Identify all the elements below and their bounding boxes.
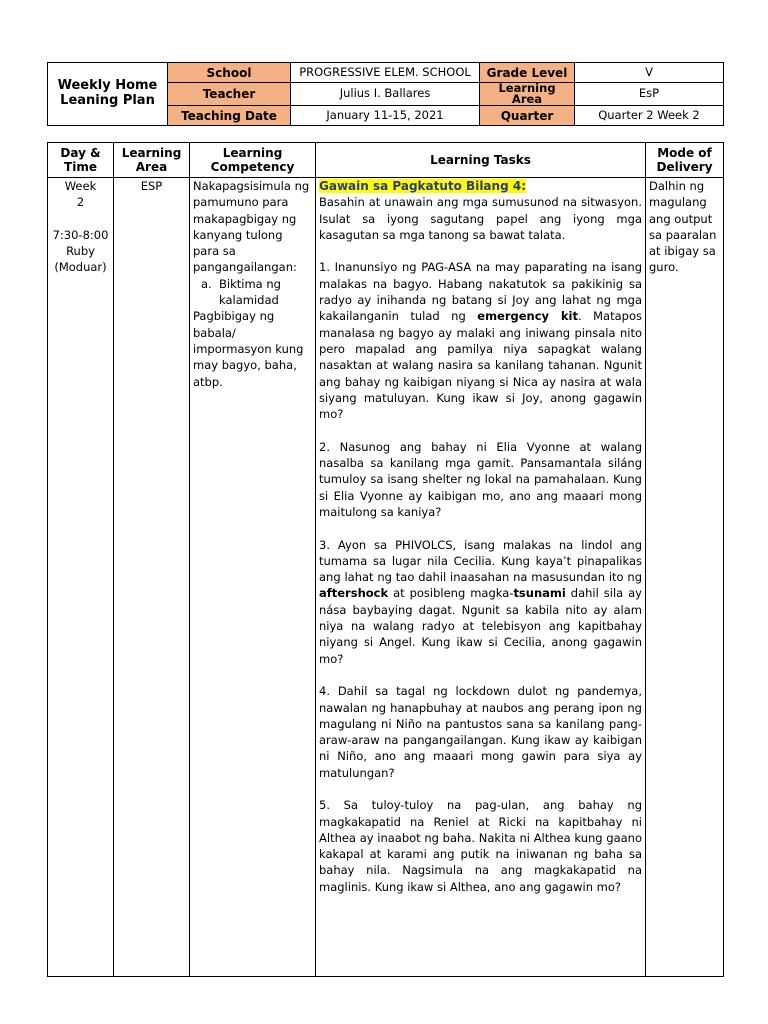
learning-area-label: Learning Area: [480, 83, 575, 106]
day-time: 7:30-8:00: [52, 227, 109, 242]
competency-subitem: [193, 276, 312, 309]
teacher-label: Teacher: [168, 83, 291, 106]
mode-text: Dalhin ng magulang ang output sa paaralan at ibigay sa guro.: [649, 179, 717, 275]
table-row: [48, 178, 724, 977]
day-modality: (Moduar): [54, 260, 107, 275]
task-intro: Basahin at unawain ang mga sumusunod na sitwasyon. Isulat sa iyong sagutang papel ang iyong mga kasagutan sa mga tanong sa bawat talata.: [319, 195, 642, 242]
teaching-date-value: January 11-15, 2021: [291, 106, 480, 126]
col-header-learning-area: Learning Area: [114, 143, 190, 178]
col-header-tasks: Learning Tasks: [316, 143, 646, 178]
task-item-3: 3. Ayon sa PHIVOLCS, isang malakas na lindol ang tumama sa lugar nila Cecilia. Kung kaya’t pinapalikas ang lahat ng tao dahil inaasahan na masusundan ito ng aftershock at posibleng magka-tsunami dahil sila ay nása baybaying dagat. Ngunit sa kabila nito ay alam niya na walang radyo at telebisyon ang kapitbahay niyang si Angel. Kung ikaw si Cecilia, anong gagawin mo?: [319, 537, 642, 666]
day-section: Ruby: [66, 244, 95, 259]
competency-cell: [190, 178, 316, 977]
competency-rest: Pagbibigay ng babala/ impormasyon kung may bagyo, baha, atbp.: [193, 309, 304, 389]
school-value: PROGRESSIVE ELEM. SCHOOL: [291, 63, 480, 83]
table-header-row: [48, 143, 724, 178]
mode-of-delivery-cell: [646, 178, 724, 977]
day-time-cell: [48, 178, 114, 977]
day-week: Week: [64, 179, 97, 193]
header-table: [47, 62, 724, 126]
col-header-mode: Mode of Delivery: [646, 143, 724, 178]
competency-subitem-text: Biktima ng kalamidad: [219, 276, 281, 308]
plan-title: Weekly Home Leaning Plan: [48, 63, 168, 126]
plan-table: [47, 142, 724, 977]
teacher-value: Julius I. Ballares: [291, 83, 480, 106]
task-heading: Gawain sa Pagkatuto Bilang 4:: [319, 179, 526, 193]
learning-area-cell: ESP: [114, 178, 190, 977]
task-item-4: 4. Dahil sa tagal ng lockdown dulot ng pandemya, nawalan ng hanapbuhay at naubos ang perang ipon ng magulang ni Niño na pantustos sana sa kanilang pang-araw-araw na pangangailangan. Kung ikaw ay kaibigan ni Niño, ano ang maaari mong gawin para siya ay matulungan?: [319, 684, 642, 780]
school-label: School: [168, 63, 291, 83]
grade-level-value: V: [575, 63, 724, 83]
grade-level-label: Grade Level: [480, 63, 575, 83]
learning-area-value: EsP: [575, 83, 724, 106]
day-week-number: 2: [76, 195, 85, 210]
task-item-5: 5. Sa tuloy-tuloy na pag-ulan, ang bahay ng magkakapatid na Reniel at Ricki na kapitbahay ni Althea ay inaabot ng baha. Nakita ni Althea kung gaano kakapal at karami ang putik na iniwanan ng baha sa bahay nila. Nagsimula na ang magkakapatid na maglinis. Kung ikaw si Althea, ano ang gagawin mo?: [319, 798, 642, 894]
task-item-2: 2. Nasunog ang bahay ni Elia Vyonne at walang nasalba sa kanilang mga gamit. Pansamantala siláng tumuloy sa isang shelter ng lokal na pamahalaan. Kung si Elia Vyonne ay kaibigan mo, ano ang maaari mong maitulong sa kaniya?: [319, 439, 642, 519]
competency-intro: Nakapagsisimula ng pamumuno para makapagbigay ng kanyang tulong para sa pangangailangan:: [193, 179, 310, 275]
task-item-1: 1. Inanunsiyo ng PAG-ASA na may paparating na isang malakas na bagyo. Habang nakatutok sa pakikinig sa radyo ay inihanda ng batang si Joy ang lahat ng mga kakailanganin tulad ng emergency kit. Matapos manalasa ng bagyo ay malaki ang iniwang pinsala nito pero mapalad ang pamilya niya sapagkat walang nasaktan at walang nasira sa kanilang tahanan. Ngunit ang bahay ng kaibigan niyang si Nica ay nasira at wala siyang matuluyan. Kung ikaw si Joy, anong gagawin mo?: [319, 260, 642, 422]
col-header-day-time: Day & Time: [48, 143, 114, 178]
col-header-competency: Learning Competency: [190, 143, 316, 178]
learning-tasks-cell: [316, 178, 646, 977]
quarter-value: Quarter 2 Week 2: [575, 106, 724, 126]
competency-subitem-marker: a.: [201, 276, 212, 291]
teaching-date-label: Teaching Date: [168, 106, 291, 126]
quarter-label: Quarter: [480, 106, 575, 126]
